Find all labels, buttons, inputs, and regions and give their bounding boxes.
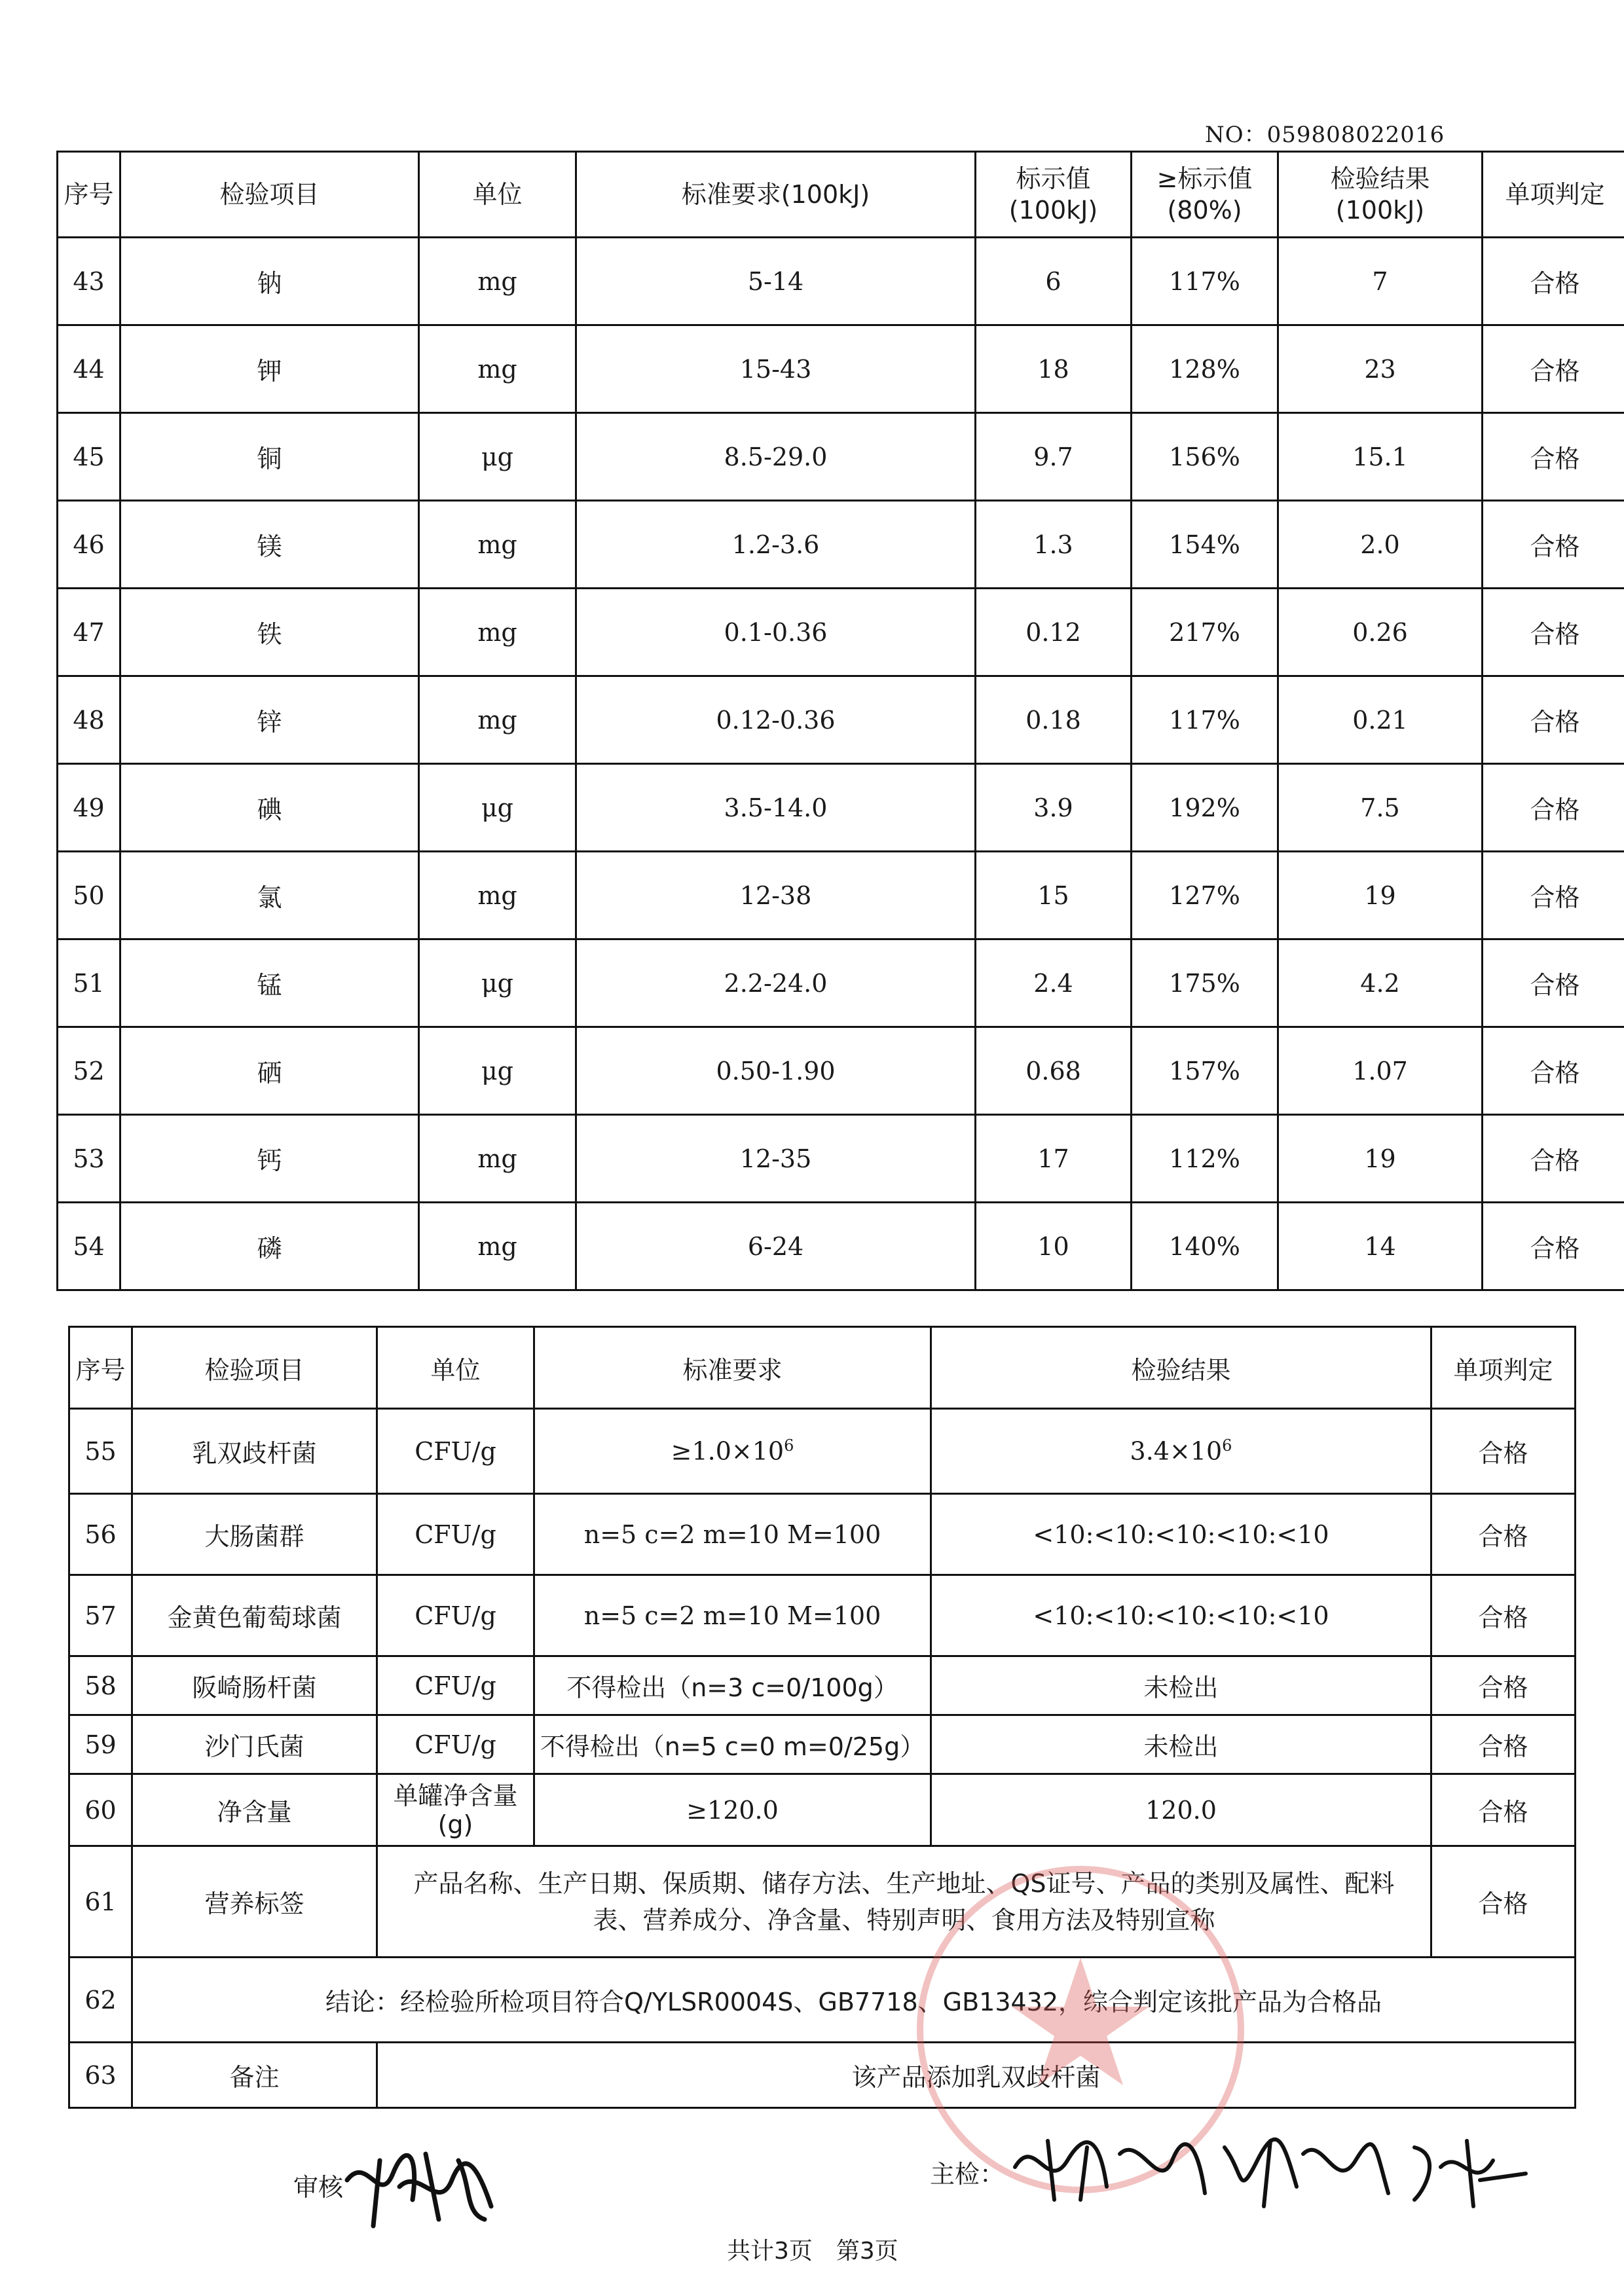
cell-verdict: 合格 bbox=[1483, 852, 1624, 939]
cell-unit: mg bbox=[419, 589, 576, 676]
cell-standard: 15-43 bbox=[576, 325, 976, 413]
cell-item: 大肠菌群 bbox=[132, 1494, 377, 1575]
cell-seq: 52 bbox=[58, 1027, 120, 1115]
cell-label-value: 0.18 bbox=[976, 676, 1132, 764]
header-result-line2: (100kJ) bbox=[1335, 196, 1425, 225]
table-row bbox=[58, 238, 1624, 325]
cell-verdict: 合格 bbox=[1483, 1203, 1624, 1290]
table-row bbox=[58, 501, 1624, 589]
table-row bbox=[69, 1656, 1576, 1715]
cell-item: 镁 bbox=[120, 501, 419, 589]
header-result: 检验结果 bbox=[931, 1327, 1431, 1409]
header-item: 检验项目 bbox=[120, 152, 419, 238]
cell-item: 钠 bbox=[120, 238, 419, 325]
cell-percent: 217% bbox=[1132, 589, 1278, 676]
header-percent bbox=[1132, 152, 1278, 238]
cell-item: 硒 bbox=[120, 1027, 419, 1115]
header-standard: 标准要求(100kJ) bbox=[576, 152, 976, 238]
table-row bbox=[58, 764, 1624, 852]
standard-exponent: 6 bbox=[784, 1436, 794, 1455]
cell-percent: 192% bbox=[1132, 764, 1278, 852]
cell-result: 120.0 bbox=[931, 1774, 1431, 1846]
cell-label-value: 15 bbox=[976, 852, 1132, 939]
cell-result: 2.0 bbox=[1278, 501, 1483, 589]
table-row bbox=[58, 589, 1624, 676]
cell-result: 14 bbox=[1278, 1203, 1483, 1290]
result-base: 3.4×10 bbox=[1130, 1436, 1223, 1466]
cell-item: 钾 bbox=[120, 325, 419, 413]
header-percent-line2: (80%) bbox=[1167, 196, 1242, 225]
cell-percent: 140% bbox=[1132, 1203, 1278, 1290]
cell-verdict: 合格 bbox=[1431, 1409, 1576, 1494]
cell-verdict: 合格 bbox=[1431, 1494, 1576, 1575]
nutrient-table bbox=[56, 151, 1624, 1291]
cell-standard: 8.5-29.0 bbox=[576, 413, 976, 501]
header-verdict: 单项判定 bbox=[1431, 1327, 1576, 1409]
cell-item: 锰 bbox=[120, 939, 419, 1027]
cell-result: 7 bbox=[1278, 238, 1483, 325]
cell-standard: 3.5-14.0 bbox=[576, 764, 976, 852]
cell-seq: 61 bbox=[69, 1846, 132, 1958]
cell-verdict: 合格 bbox=[1483, 939, 1624, 1027]
header-seq: 序号 bbox=[58, 152, 120, 238]
header-label-value bbox=[976, 152, 1132, 238]
cell-item: 铁 bbox=[120, 589, 419, 676]
cell-seq: 47 bbox=[58, 589, 120, 676]
cell-verdict: 合格 bbox=[1431, 1846, 1576, 1958]
cell-item: 乳双歧杆菌 bbox=[132, 1409, 377, 1494]
cell-percent: 154% bbox=[1132, 501, 1278, 589]
cell-label-value: 1.3 bbox=[976, 501, 1132, 589]
cell-verdict: 合格 bbox=[1483, 1027, 1624, 1115]
header-standard: 标准要求 bbox=[534, 1327, 931, 1409]
cell-percent: 117% bbox=[1132, 676, 1278, 764]
cell-verdict: 合格 bbox=[1483, 764, 1624, 852]
document-number: NO：059808022016 bbox=[1205, 122, 1445, 148]
cell-label-value: 0.12 bbox=[976, 589, 1132, 676]
cell-unit: μg bbox=[419, 764, 576, 852]
cell-seq: 62 bbox=[69, 1958, 132, 2043]
cell-unit: mg bbox=[419, 238, 576, 325]
cell-item: 磷 bbox=[120, 1203, 419, 1290]
cell-result: 未检出 bbox=[931, 1656, 1431, 1715]
cell-result: 23 bbox=[1278, 325, 1483, 413]
cell-standard: 0.12-0.36 bbox=[576, 676, 976, 764]
cell-standard: 12-38 bbox=[576, 852, 976, 939]
cell-seq: 50 bbox=[58, 852, 120, 939]
cell-seq: 48 bbox=[58, 676, 120, 764]
standard-base: ≥1.0×10 bbox=[671, 1436, 784, 1466]
cell-standard: ≥120.0 bbox=[534, 1774, 931, 1846]
cell-seq: 56 bbox=[69, 1494, 132, 1575]
header-seq: 序号 bbox=[69, 1327, 132, 1409]
cell-unit: CFU/g bbox=[377, 1409, 534, 1494]
cell-seq: 51 bbox=[58, 939, 120, 1027]
reviewer-label: 审核 bbox=[293, 2173, 344, 2202]
cell-unit: mg bbox=[419, 1115, 576, 1203]
conclusion-text: 结论：经检验所检项目符合Q/YLSR0004S、GB7718、GB13432，综合判定该批产品为合格品 bbox=[132, 1958, 1576, 2043]
header-result-line1: 检验结果 bbox=[1330, 164, 1430, 193]
cell-seq: 49 bbox=[58, 764, 120, 852]
cell-seq: 46 bbox=[58, 501, 120, 589]
cell-standard: 6-24 bbox=[576, 1203, 976, 1290]
cell-percent: 112% bbox=[1132, 1115, 1278, 1203]
cell-standard: 1.2-3.6 bbox=[576, 501, 976, 589]
cell-seq: 45 bbox=[58, 413, 120, 501]
table-row bbox=[69, 1846, 1576, 1958]
cell-standard: n=5 c=2 m=10 M=100 bbox=[534, 1494, 931, 1575]
cell-unit: CFU/g bbox=[377, 1715, 534, 1774]
cell-verdict: 合格 bbox=[1483, 238, 1624, 325]
table-row bbox=[69, 1715, 1576, 1774]
cell-result: 19 bbox=[1278, 852, 1483, 939]
cell-verdict: 合格 bbox=[1431, 1774, 1576, 1846]
cell-result: 未检出 bbox=[931, 1715, 1431, 1774]
table-row bbox=[58, 1027, 1624, 1115]
header-unit: 单位 bbox=[377, 1327, 534, 1409]
table-row bbox=[69, 1958, 1576, 2043]
cell-item: 金黄色葡萄球菌 bbox=[132, 1575, 377, 1656]
cell-item: 净含量 bbox=[132, 1774, 377, 1846]
cell-result: <10:<10:<10:<10:<10 bbox=[931, 1575, 1431, 1656]
cell-percent: 157% bbox=[1132, 1027, 1278, 1115]
cell-unit: μg bbox=[419, 1027, 576, 1115]
table-row bbox=[69, 2043, 1576, 2108]
cell-label-content: 产品名称、生产日期、保质期、储存方法、生产地址、QS证号、产品的类别及属性、配料表、营养成分、净含量、特别声明、食用方法及特别宣称 bbox=[377, 1846, 1431, 1958]
cell-percent: 175% bbox=[1132, 939, 1278, 1027]
cell-unit: mg bbox=[419, 325, 576, 413]
cell-percent: 156% bbox=[1132, 413, 1278, 501]
cell-label-value: 17 bbox=[976, 1115, 1132, 1203]
cell-verdict: 合格 bbox=[1483, 501, 1624, 589]
cell-verdict: 合格 bbox=[1483, 589, 1624, 676]
cell-verdict: 合格 bbox=[1431, 1715, 1576, 1774]
cell-item: 备注 bbox=[132, 2043, 377, 2108]
cell-standard: 2.2-24.0 bbox=[576, 939, 976, 1027]
cell-result bbox=[931, 1409, 1431, 1494]
cell-unit: mg bbox=[419, 676, 576, 764]
table-row bbox=[58, 413, 1624, 501]
header-verdict: 单项判定 bbox=[1483, 152, 1624, 238]
reviewer-signature bbox=[341, 2141, 498, 2232]
header-label-value-line2: (100kJ) bbox=[1008, 196, 1098, 225]
cell-standard: 12-35 bbox=[576, 1115, 976, 1203]
cell-label-value: 3.9 bbox=[976, 764, 1132, 852]
table-row bbox=[69, 1575, 1576, 1656]
cell-item: 碘 bbox=[120, 764, 419, 852]
cell-seq: 63 bbox=[69, 2043, 132, 2108]
cell-verdict: 合格 bbox=[1483, 413, 1624, 501]
cell-label-value: 9.7 bbox=[976, 413, 1132, 501]
cell-label-value: 10 bbox=[976, 1203, 1132, 1290]
cell-unit: CFU/g bbox=[377, 1494, 534, 1575]
cell-result: 1.07 bbox=[1278, 1027, 1483, 1115]
table-row bbox=[58, 325, 1624, 413]
cell-percent: 128% bbox=[1132, 325, 1278, 413]
cell-unit: CFU/g bbox=[377, 1656, 534, 1715]
cell-seq: 54 bbox=[58, 1203, 120, 1290]
cell-verdict: 合格 bbox=[1483, 1115, 1624, 1203]
cell-unit: CFU/g bbox=[377, 1575, 534, 1656]
header-label-value-line1: 标示值 bbox=[1016, 164, 1091, 193]
cell-seq: 43 bbox=[58, 238, 120, 325]
cell-result: 4.2 bbox=[1278, 939, 1483, 1027]
cell-item: 锌 bbox=[120, 676, 419, 764]
cell-standard: 0.1-0.36 bbox=[576, 589, 976, 676]
cell-item: 氯 bbox=[120, 852, 419, 939]
cell-seq: 58 bbox=[69, 1656, 132, 1715]
table-row bbox=[69, 1494, 1576, 1575]
cell-seq: 44 bbox=[58, 325, 120, 413]
table-row bbox=[58, 1115, 1624, 1203]
cell-seq: 55 bbox=[69, 1409, 132, 1494]
table-header-row bbox=[69, 1327, 1576, 1409]
cell-item: 钙 bbox=[120, 1115, 419, 1203]
cell-item: 沙门氏菌 bbox=[132, 1715, 377, 1774]
inspector-signatures bbox=[1008, 2121, 1532, 2213]
cell-unit: 单罐净含量(g) bbox=[377, 1774, 534, 1846]
table-row bbox=[58, 1203, 1624, 1290]
table-row bbox=[58, 676, 1624, 764]
cell-label-value: 0.68 bbox=[976, 1027, 1132, 1115]
cell-verdict: 合格 bbox=[1431, 1656, 1576, 1715]
result-exponent: 6 bbox=[1222, 1436, 1232, 1455]
header-result bbox=[1278, 152, 1483, 238]
cell-standard: 5-14 bbox=[576, 238, 976, 325]
cell-unit: mg bbox=[419, 501, 576, 589]
cell-verdict: 合格 bbox=[1483, 325, 1624, 413]
cell-standard: 不得检出（n=5 c=0 m=0/25g） bbox=[534, 1715, 931, 1774]
cell-item: 阪崎肠杆菌 bbox=[132, 1656, 377, 1715]
current-page: 第3页 bbox=[836, 2238, 898, 2265]
total-pages: 共计3页 bbox=[727, 2238, 813, 2265]
cell-seq: 60 bbox=[69, 1774, 132, 1846]
cell-standard bbox=[534, 1409, 931, 1494]
cell-result: 15.1 bbox=[1278, 413, 1483, 501]
cell-result: <10:<10:<10:<10:<10 bbox=[931, 1494, 1431, 1575]
cell-seq: 53 bbox=[58, 1115, 120, 1203]
cell-seq: 59 bbox=[69, 1715, 132, 1774]
microbiology-table bbox=[68, 1326, 1576, 2109]
cell-verdict: 合格 bbox=[1431, 1575, 1576, 1656]
table-row bbox=[69, 1409, 1576, 1494]
remark-text: 该产品添加乳双歧杆菌 bbox=[377, 2043, 1576, 2108]
table-header-row bbox=[58, 152, 1624, 238]
cell-verdict: 合格 bbox=[1483, 676, 1624, 764]
cell-label-value: 6 bbox=[976, 238, 1132, 325]
cell-result: 7.5 bbox=[1278, 764, 1483, 852]
header-item: 检验项目 bbox=[132, 1327, 377, 1409]
cell-item: 营养标签 bbox=[132, 1846, 377, 1958]
cell-seq: 57 bbox=[69, 1575, 132, 1656]
cell-item: 铜 bbox=[120, 413, 419, 501]
page-counter bbox=[727, 2232, 922, 2266]
header-percent-line1: ≥标示值 bbox=[1156, 164, 1253, 193]
table-row bbox=[58, 852, 1624, 939]
cell-percent: 117% bbox=[1132, 238, 1278, 325]
cell-label-value: 18 bbox=[976, 325, 1132, 413]
table-row bbox=[69, 1774, 1576, 1846]
table-row bbox=[58, 939, 1624, 1027]
cell-label-value: 2.4 bbox=[976, 939, 1132, 1027]
cell-percent: 127% bbox=[1132, 852, 1278, 939]
cell-result: 0.21 bbox=[1278, 676, 1483, 764]
cell-standard: 不得检出（n=3 c=0/100g） bbox=[534, 1656, 931, 1715]
cell-unit: mg bbox=[419, 1203, 576, 1290]
inspector-label: 主检： bbox=[930, 2160, 1005, 2189]
header-unit: 单位 bbox=[419, 152, 576, 238]
cell-unit: μg bbox=[419, 939, 576, 1027]
cell-standard: 0.50-1.90 bbox=[576, 1027, 976, 1115]
cell-unit: μg bbox=[419, 413, 576, 501]
cell-result: 19 bbox=[1278, 1115, 1483, 1203]
cell-result: 0.26 bbox=[1278, 589, 1483, 676]
cell-standard: n=5 c=2 m=10 M=100 bbox=[534, 1575, 931, 1656]
cell-unit: mg bbox=[419, 852, 576, 939]
